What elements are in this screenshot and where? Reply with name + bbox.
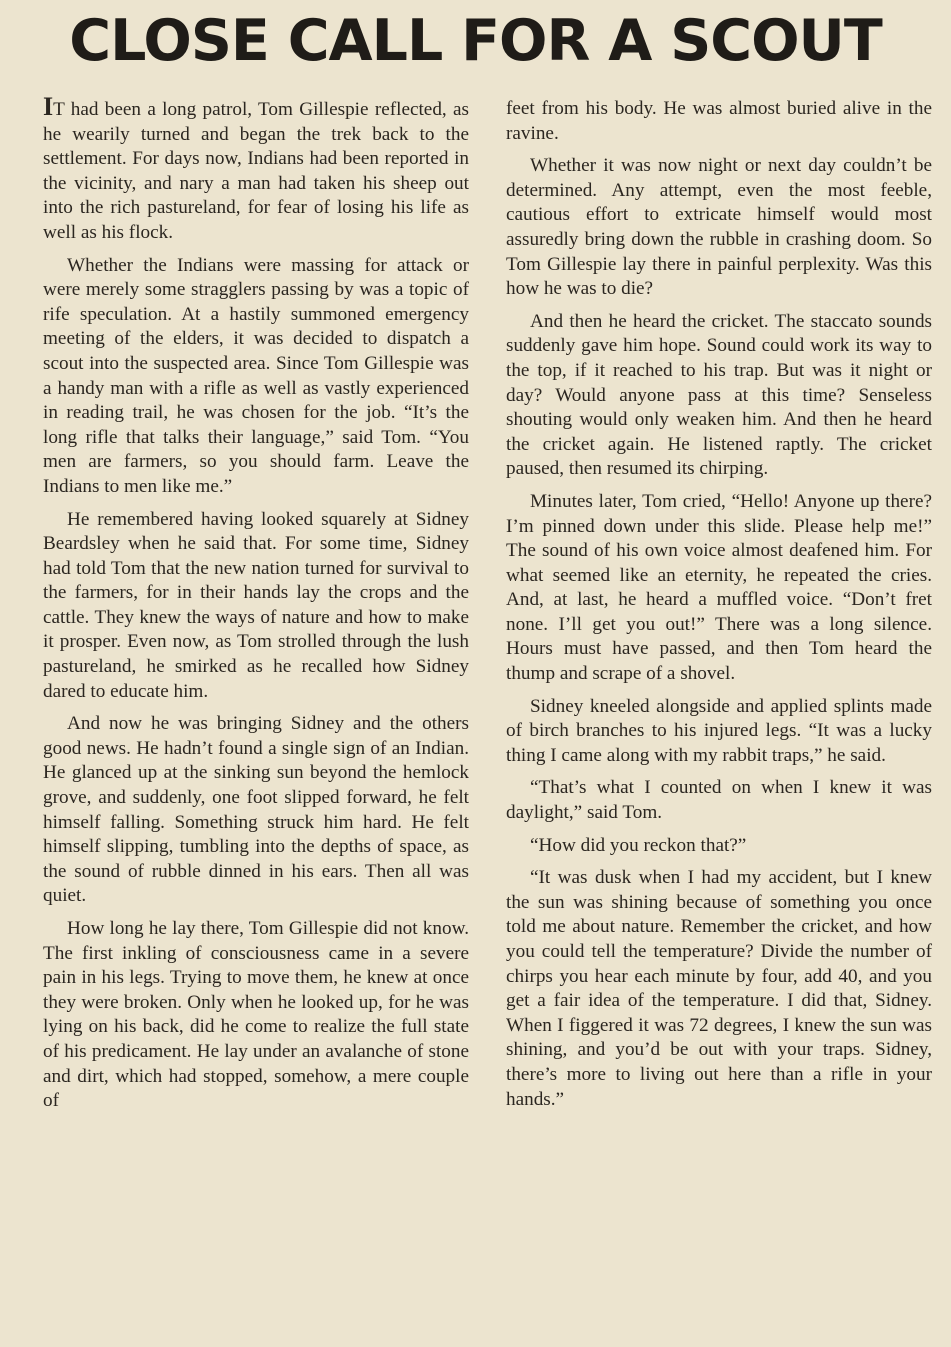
left-column [43,92,469,1122]
paragraph: Minutes later, Tom cried, “Hello! Anyone up there? I’m pinned down under this slide. Please help me!” The sound of his own voice almost deafened him. For what seemed like an eternity, he repeated the cries. And, at last, he heard a muffled voice. “Don’t fret none. I’ll get you out!” There was a long silence. Hours must have passed, and then Tom heard the thump and scrape of a shovel. [506,490,932,685]
drop-cap: I [43,92,54,121]
right-column [506,97,932,1120]
paragraph: And now he was bringing Sidney and the others good news. He hadn’t found a single sign of an Indian. He glanced up at the sinking sun beyond the hemlock grove, and suddenly, one foot slipped forward, he felt himself falling. Something struck him hard. He felt himself slipping, tumbling into the depths of space, as the sound of rubble dinned in his ears. Then all was quiet. [43,713,469,907]
paragraph: Whether the Indians were massing for attack or were merely some stragglers passing by was a topic of rife speculation. At a hastily summoned emergency meeting of the elders, it was decided to dispatch a scout into the suspected area. Since Tom Gillespie was a handy man with a rifle as well as vastly experienced in reading trail, he was chosen for the job. “It’s the long rifle that talks their language,” said Tom. “You men are farmers, so you should farm. Leave the Indians to men like me.” [43,254,469,497]
paragraph: How long he lay there, Tom Gillespie did not know. The first inkling of consciousness came in a severe pain in his legs. Trying to move them, he knew at once they were broken. Only when he looked up, for he was lying on his back, did he come to realize the full state of his predicament. He lay under an avalanche of stone and dirt, which had stopped, somehow, a mere couple of [43,918,469,1112]
paragraph [43,92,469,246]
paragraph: And then he heard the cricket. The staccato sounds suddenly gave him hope. Sound could work its way to the top, if it reached to his trap. But was it night or day? Would anyone pass at this time? Senseless shouting would only weaken him. And then he heard the cricket again. He listened raptly. The cricket paused, then resumed its chirping. [506,310,932,480]
paragraph: “How did you reckon that?” [530,834,747,856]
paragraph: He remembered having looked squarely at Sidney Beardsley when he said that. For some time, Sidney had told Tom that the new nation turned for survival to the farmers, for in their hands lay the crops and the cattle. They knew the ways of nature and how to make it prosper. Even now, as Tom strolled through the lush pastureland, he smirked as he recalled how Sidney dared to educate him. [43,508,469,702]
paragraph-text: T had been a long patrol, Tom Gillespie reflected, as he wearily turned and began the trek back to the settlement. For days now, Indians had been reported in the vicinity, and nary a man had taken his sheep out into the rich pastureland, for fear of losing his life as well as his flock. [43,99,469,243]
paragraph: “It was dusk when I had my accident, but I knew the sun was shining because of something you once told me about nature. Remember the cricket, and how you could tell the temperature? Divide the number of chirps you hear each minute by four, add 40, and you get a fair idea of the temperature. I did that, Sidney. When I figgered it was 72 degrees, I knew the sun was shining, and you’d be out with your traps. Sidney, there’s more to living out here than a rifle in your hands.” [506,867,932,1110]
article-title: CLOSE CALL FOR A SCOUT [69,8,882,74]
paragraph: Whether it was now night or next day couldn’t be determined. Any attempt, even the most feeble, cautious effort to extricate himself would most assuredly bring down the rubble in crashing doom. So Tom Gillespie lay there in painful perplexity. Was this how he was to die? [506,155,932,300]
paragraph: feet from his body. He was almost buried alive in the ravine. [506,98,932,144]
paragraph: Sidney kneeled alongside and applied splints made of birch branches to his injured legs. “It was a lucky thing I came along with my rabbit traps,” he said. [506,695,932,766]
paragraph: “That’s what I counted on when I knew it was daylight,” said Tom. [506,777,932,824]
